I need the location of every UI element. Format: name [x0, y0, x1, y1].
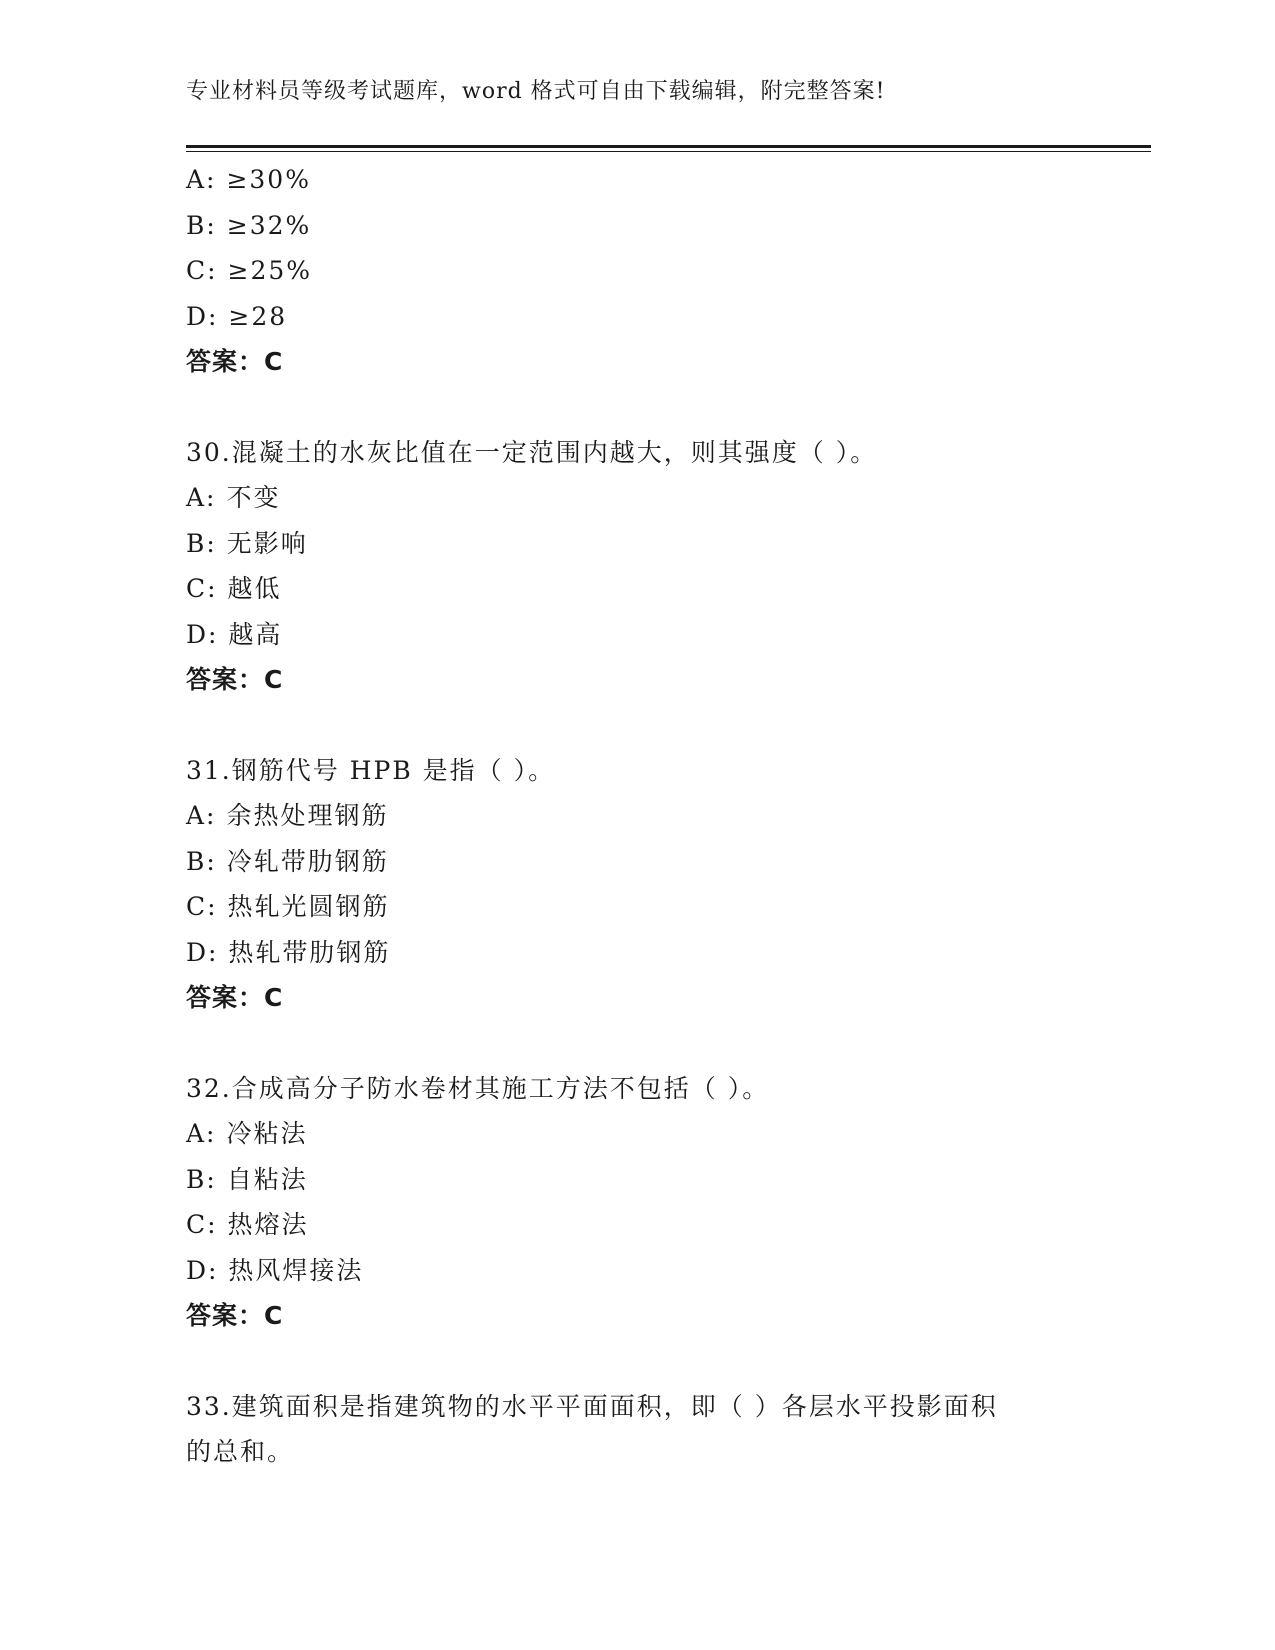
option-d: D: 热轧带肋钢筋 — [186, 937, 391, 967]
question-29-continued — [186, 157, 1086, 385]
header-divider-thin — [186, 151, 1151, 152]
question-stem: 32.合成高分子防水卷材其施工方法不包括（ ）。 — [186, 1073, 770, 1103]
answer: 答案：C — [186, 1301, 284, 1330]
header-divider-thick — [186, 145, 1151, 148]
option-d: D: ≥28 — [186, 301, 288, 331]
option-a: A: 冷粘法 — [186, 1119, 308, 1148]
option-b: B: 冷轧带肋钢筋 — [186, 846, 389, 876]
question-stem: 31.钢筋代号 HPB 是指（ ）。 — [186, 755, 556, 785]
answer: 答案：C — [186, 665, 284, 694]
answer: 答案：C — [186, 347, 284, 376]
question-31 — [186, 748, 1086, 1021]
question-stem: 30.混凝土的水灰比值在一定范围内越大，则其强度（ ）。 — [186, 437, 878, 467]
option-a: A: ≥30% — [186, 165, 311, 194]
option-c: C: 热轧光圆钢筋 — [186, 892, 390, 921]
answer: 答案：C — [186, 983, 284, 1012]
question-33 — [186, 1384, 1086, 1475]
question-32 — [186, 1066, 1086, 1339]
option-b: B: 自粘法 — [186, 1164, 308, 1194]
question-stem-line-2: 的总和。 — [186, 1437, 295, 1466]
option-a: A: 余热处理钢筋 — [186, 801, 389, 830]
option-c: C: 越低 — [186, 574, 282, 603]
option-d: D: 越高 — [186, 619, 283, 649]
option-d: D: 热风焊接法 — [186, 1255, 364, 1285]
question-stem-line-1: 33.建筑面积是指建筑物的水平平面面积，即（ ）各层水平投影面积 — [186, 1391, 998, 1421]
option-c: C: ≥25% — [186, 256, 313, 285]
option-a: A: 不变 — [186, 483, 281, 512]
option-b: B: ≥32% — [186, 210, 312, 240]
question-content — [186, 157, 1086, 1475]
option-c: C: 热熔法 — [186, 1210, 309, 1239]
option-b: B: 无影响 — [186, 528, 308, 558]
page-header: 专业材料员等级考试题库，word 格式可自由下载编辑，附完整答案! — [186, 79, 886, 104]
question-30 — [186, 430, 1086, 703]
